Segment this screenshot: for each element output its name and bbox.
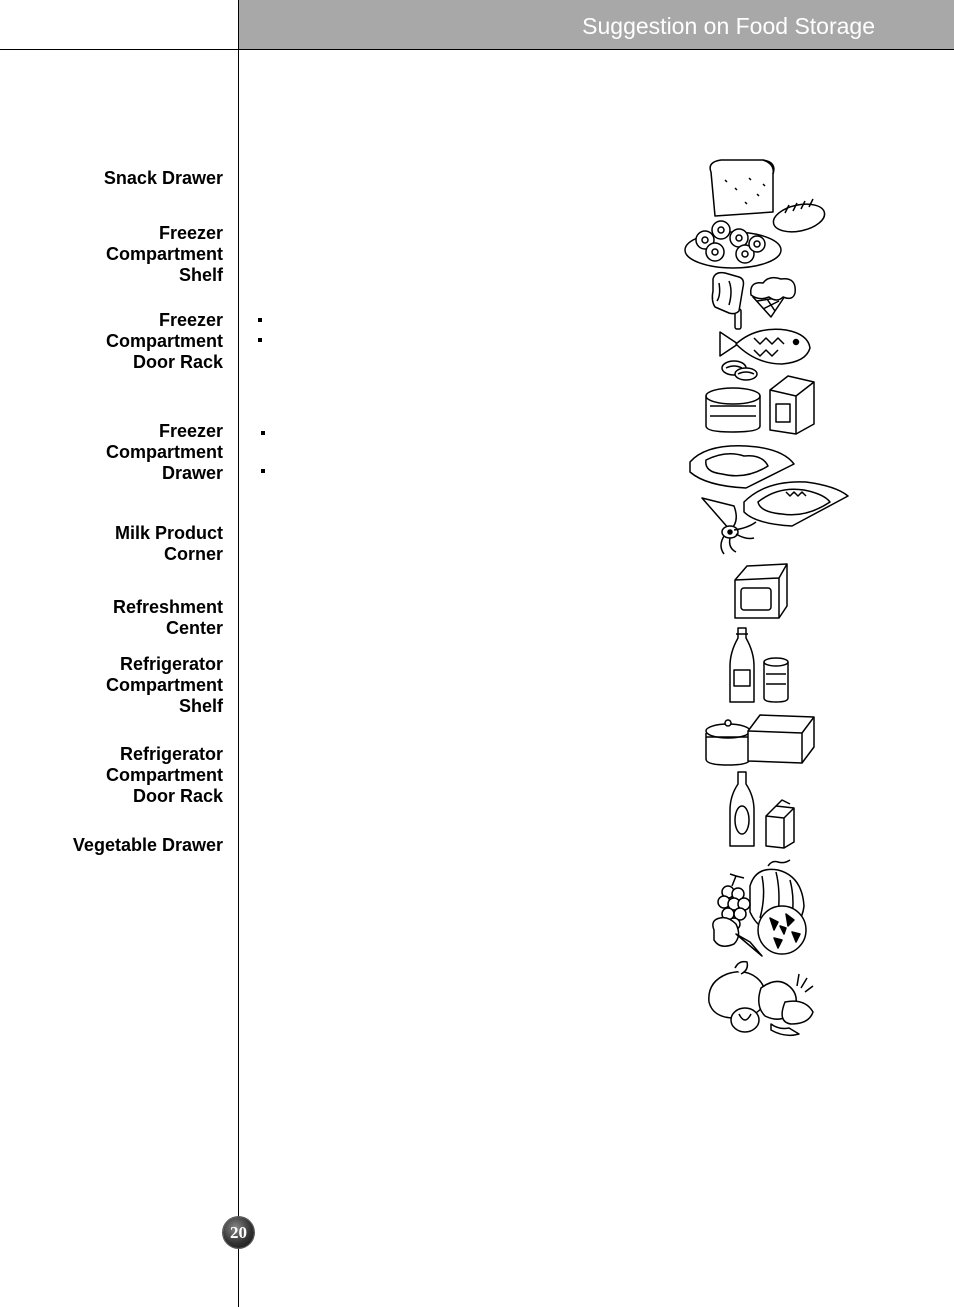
label-freezer-compartment-door-rack: Freezer Compartment Door Rack <box>105 310 223 372</box>
label-milk-product-corner: Milk Product Corner <box>114 523 223 564</box>
label-freezer-compartment-shelf: Freezer Compartment Shelf <box>105 223 223 285</box>
page-number-badge: 20 <box>223 1217 254 1248</box>
header-bar <box>238 0 954 50</box>
bullet-marker <box>261 431 265 435</box>
bullet-marker <box>258 318 262 322</box>
label-snack-drawer: Snack Drawer <box>103 168 223 188</box>
milk-carton-icon <box>731 560 791 620</box>
frozen-containers-icon <box>704 374 818 436</box>
bullet-marker <box>261 469 265 473</box>
label-refrigerator-compartment-door-rack: Refrigerator Compartment Door Rack <box>105 744 223 806</box>
bottle-and-carton-icon <box>728 770 800 850</box>
label-freezer-compartment-drawer: Freezer Compartment Drawer <box>105 421 223 483</box>
fruits-icon <box>706 856 810 960</box>
label-vegetable-drawer: Vegetable Drawer <box>72 835 223 855</box>
donuts-icon <box>683 214 785 270</box>
page-title: Suggestion on Food Storage <box>582 13 875 39</box>
vegetables-icon <box>705 958 817 1038</box>
food-containers-icon <box>704 711 816 769</box>
label-refreshment-center: Refreshment Center <box>112 597 223 638</box>
label-refrigerator-compartment-shelf: Refrigerator Compartment Shelf <box>105 654 223 716</box>
squid-icon <box>700 496 760 558</box>
header-divider <box>0 49 954 50</box>
drinks-icon <box>728 626 792 708</box>
bullet-marker <box>258 338 262 342</box>
column-divider <box>238 0 239 1307</box>
